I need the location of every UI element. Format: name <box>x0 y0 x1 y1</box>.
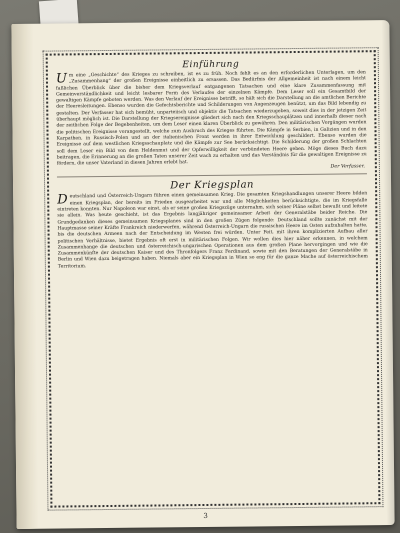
warplan-dropcap: D <box>57 192 68 208</box>
warplan-paragraph <box>57 192 368 271</box>
introduction-text: m eine „Geschichte“ des Krieges zu schreiben, ist es zu früh. Noch fehlt es an den erforderlichen Unterlagen, um den „Zusammenhang“ der großen Ereignisse einheitlich zu ersassen. Das Bedürfnis der Allgemeinheit ist nach einem leicht faßlichen Überblick über die bisher dem Kriegsverlauf entgangenen Tatsachen und eine klare Zusammenfassung mit Gemeinverständlichkeit und leicht lesbarer Form des Verlaufes der einzelnen Kämpfe. Dem Leser soll ein Gesamtbild der gewaltigen Kämpfe geboten werden. Was den Verlauf der Ereignisse betrifft, so hält sich die Darstellung an die amtlichen Berichte der Heeresleitungen. Ebenso wurden die Gefechtsberichte und Schilderungen von Augenzeugen benützt, um das Bild lebendig zu gestalten. Der Verfasser hat sich bemüht, unparteiisch und objektiv die Tatsachen wiederzugeben, soweit dies in der jetzigen Zeit überhaupt möglich ist. Die Darstellung der Kriegsereignisse gliedert sich nach den Kriegsschauplätzen und innerhalb dieser nach der zeitlichen Folge der Begebenheiten, um dem Leser einen klaren Überblick zu gewähren. Den militärischen Vorgängen wurden die politischen Ereignisse vorangestellt, welche zum Ausbruch des Krieges führten. Die Kämpfe in Serbien, in Galizien und in den Karpathen, in Russisch-Polen und an der italienischen Front werden in ihrer Entwicklung geschildert. Ebenso wurden die Ereignisse auf dem westlichen Kriegsschauplatz und die Kämpfe zur See berücksichtigt. Die Schilderung der großen Schlachten soll dem Leser ein Bild von dem Heldenmut und der Opferwilligkeit der verbündeten Heere geben. Möge dieses Buch dazu beitragen, die Erinnerung an die großen Taten unserer Zeit wach zu erhalten und das Verständnis für die gewaltigen Ereignisse zu fördern, die unser Vaterland in diesen Jahren erlebt hat. <box>56 70 367 167</box>
introduction-paragraph <box>56 70 367 168</box>
section-divider <box>57 174 367 178</box>
text-frame <box>46 50 381 507</box>
warplan-text: eutschland und Österreich-Ungarn führen einen gemeinsamen Krieg. Die gesamten Kriegshandlungen unserer Heere bilden einen Kriegsplan, der bereits im Frieden ausgearbeitet war und alle Möglichkeiten berücksichtigte, die im Kriegsfalle eintreten konnten. Nur Napoleon war einst, als er seine großen Kriegszüge unternahm, sich seiner Pläne selbst bewußt und leitete sie allein. Was heute geschieht, ist das Ergebnis langjähriger gemeinsamer Arbeit der Generalstäbe beider Reiche. Die Grundgedanken dieses gemeinsamen Kriegsplanes sind in den großen Zügen folgende: Deutschland sollte zunächst mit der Hauptmasse seiner Kräfte Frankreich niederwerfen, während Österreich-Ungarn die russischen Heere im Osten aufzuhalten hatte, bis die deutschen Armeen nach der Entscheidung im Westen frei würden. Unter Feit, mit ihren komplizierten Aufbau aller politischen Verhältnisse, bietet Ergebnis oft erst in militärischen Folgen. Wir wollen dies hier näher erkennen, in welchem Zusammenhange die deutschen und österreichisch-ungarischen Operationen aus dem großen Plane hervorgingen und wie die Zusammenkünfte der deutschen Kaiser und des Thronfolgers Franz Ferdinand, sowie mit den Beratungen der Generalstäbe in Berlin und Wien dazu beigetragen haben. Niemals aber ein Kriegsplan in Wien so eng für die ganze Mache auf österreichischem Territorium. <box>57 191 368 270</box>
section-heading-introduction: Einführung <box>182 59 240 71</box>
section-heading-warplan: Der Kriegsplan <box>170 179 255 192</box>
page-number: 3 <box>203 511 208 521</box>
introduction-dropcap: U <box>55 71 67 87</box>
book-page <box>11 20 394 529</box>
author-signature: Der Verfasser. <box>330 164 365 171</box>
page-gutter <box>11 24 38 529</box>
